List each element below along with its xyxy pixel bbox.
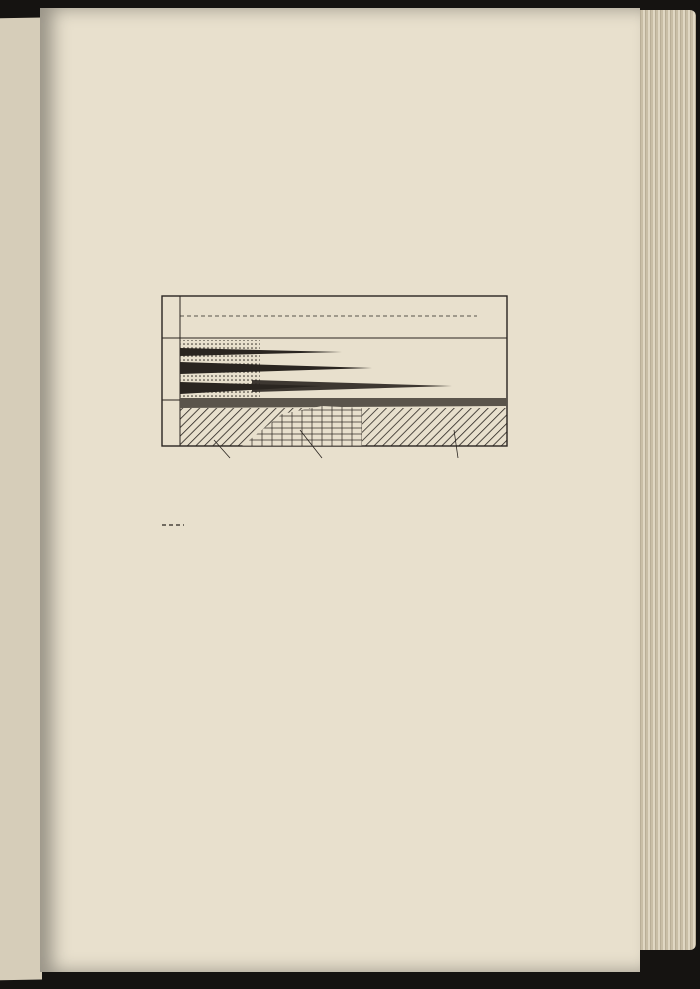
left-page-text [0, 48, 25, 989]
left-page [0, 17, 42, 980]
page-edges [636, 10, 696, 950]
book-page [40, 8, 640, 972]
facies-diagram [122, 290, 512, 538]
